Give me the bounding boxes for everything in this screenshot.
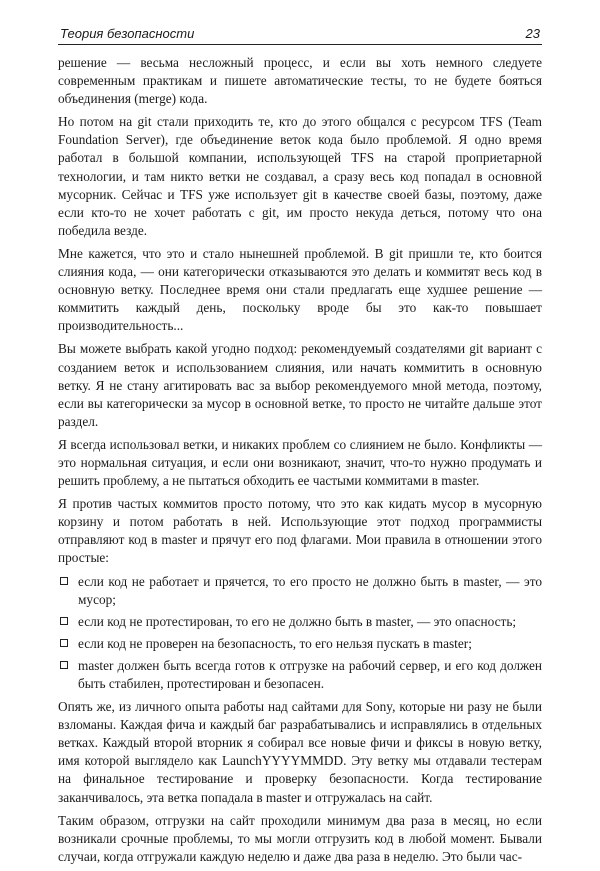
running-header — [58, 24, 542, 45]
list-item — [58, 657, 542, 693]
list-item-text: если код не работает и прячется, то его просто не должно быть в master, — это мусор; — [78, 573, 542, 607]
paragraph: Я против частых коммитов просто потому, что это как кидать мусор в мусорную корзину и потом работать в ней. Использующие этот подход программисты отправляют код в master и прячут его под флагами. Мои правила в отношении этого простые: — [58, 496, 542, 566]
square-bullet-icon — [60, 661, 68, 669]
paragraph: Вы можете выбрать какой угодно подход: рекомендуемый создателями git вариант с созданием веток и использованием слияния, или начать коммитить в основную ветку. Я не стану агитировать вас за выбор рекомендуемого мной метода, поэтому, если вы категорически за мусор в основной ветке, то просто не читайте дальше этот раздел. — [58, 341, 542, 429]
square-bullet-icon — [60, 577, 68, 585]
list-item-text: если код не протестирован, то его не должно быть в master, — это опасность; — [78, 613, 517, 629]
paragraph: Но потом на git стали приходить те, кто до этого общался с ресурсом TFS (Team Foundation Server), где объединение веток кода было проблемой. Я одно время работал в большой компании, использующей TFS на старой проприетарной технологии, и там никто ветки не создавал, а сразу весь код попадал в основной мусорник. Сейчас и TFS уже использует git в качестве своей базы, поэтому, даже если кто-то не хочет работать с git, им просто некуда деться, потому что она победила везде. — [58, 114, 542, 238]
rules-list — [58, 573, 542, 694]
paragraph: Я всегда использовал ветки, и никаких проблем со слиянием не было. Конфликты — это нормальная ситуация, и если они возникают, значит, что-то нужно продумать и решить проблему, а не пытаться обходить ее частыми коммитами в master. — [58, 436, 542, 489]
page-number: 23 — [525, 26, 540, 41]
list-item — [58, 635, 542, 653]
paragraph: Таким образом, отгрузки на сайт проходили минимум два раза в месяц, но если возникали срочные проблемы, то мы могли отгрузить код в любой момент. Бывали случаи, когда отгружали каждую неделю и даже два раза в неделю. Это были час- — [58, 812, 542, 864]
paragraph: Опять же, из личного опыта работы над сайтами для Sony, которые ни разу не были взломаны. Каждая фича и каждый баг разрабатывались и исправлялись в отдельных ветках. Каждый второй вторник я собирал все новые фичи и фиксы в новую ветку, имя которой выглядело как LaunchYYYYMMDD. Эту ветку мы отдавали тестерам на финальное тестирование и проверку безопасности. Когда тестирование заканчивалось, эта ветка попадала в master и отгружалась на сайт. — [58, 699, 542, 805]
chapter-title: Теория безопасности — [60, 26, 195, 41]
paragraph: Мне кажется, что это и стало нынешней проблемой. В git пришли те, кто боится слияния кода, — они категорически отказываются это делать и коммитят весь код в основную ветку. Последнее время они стали предлагать еще худшее решение — коммитить каждый день, поскольку вроде бы это как-то повышает производительность... — [58, 245, 542, 334]
paragraph: решение — весьма несложный процесс, и если вы хоть немного следуете современным практикам и пишете автоматические тесты, то не будете бояться объединения (merge) кода. — [58, 55, 542, 107]
square-bullet-icon — [60, 617, 68, 625]
page-body — [58, 54, 542, 871]
list-item — [58, 613, 542, 631]
list-item-text: master должен быть всегда готов к отгрузке на рабочий сервер, и его код должен быть стабилен, протестирован и безопасен. — [78, 657, 542, 691]
list-item — [58, 573, 542, 609]
list-item-text: если код не проверен на безопасность, то его нельзя пускать в master; — [78, 635, 472, 651]
square-bullet-icon — [60, 639, 68, 647]
